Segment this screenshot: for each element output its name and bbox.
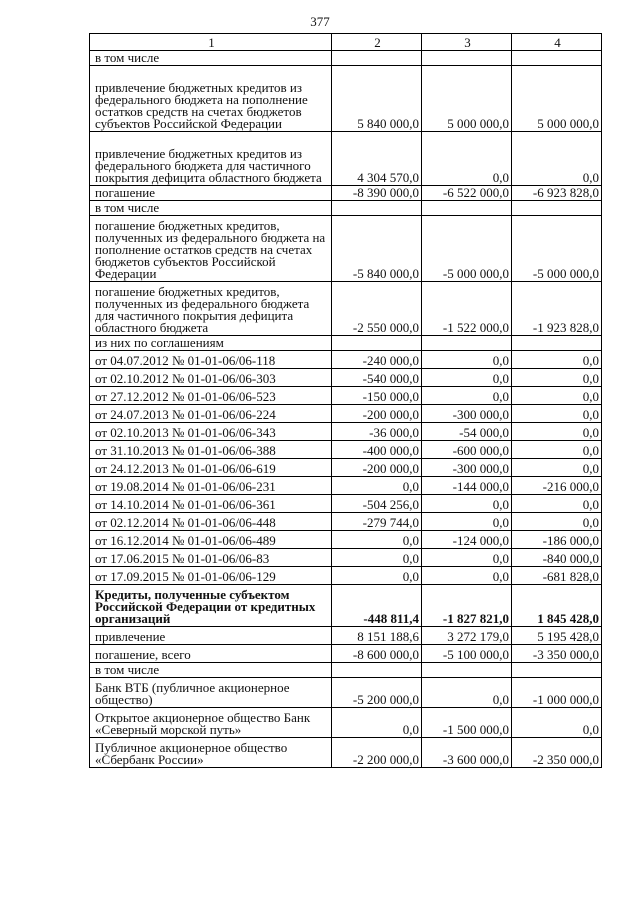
row-label: от 31.10.2013 № 01-01-06/06-388 [90, 441, 332, 459]
row-label: от 02.10.2013 № 01-01-06/06-343 [90, 423, 332, 441]
row-label: от 19.08.2014 № 01-01-06/06-231 [90, 477, 332, 495]
row-label: погашение бюджетных кредитов, полученных из федерального бюджета на пополнение остатков средств на счетах бюджетов субъектов Российской Федерации [90, 216, 332, 282]
header-col-4: 4 [512, 34, 602, 51]
row-value-col-2: -5 200 000,0 [332, 678, 422, 708]
row-label: от 27.12.2012 № 01-01-06/06-523 [90, 387, 332, 405]
row-value-col-4: 1 845 428,0 [512, 585, 602, 627]
row-label: привлечение [90, 627, 332, 645]
table-row [90, 513, 602, 531]
row-value-col-3: 0,0 [422, 567, 512, 585]
row-value-col-2: 0,0 [332, 708, 422, 738]
row-value-col-3 [422, 663, 512, 678]
row-value-col-4: -681 828,0 [512, 567, 602, 585]
row-value-col-3: 0,0 [422, 369, 512, 387]
row-value-col-4: -216 000,0 [512, 477, 602, 495]
row-value-col-2: -200 000,0 [332, 405, 422, 423]
row-value-col-3: -300 000,0 [422, 405, 512, 423]
table-row [90, 369, 602, 387]
row-value-col-2: -36 000,0 [332, 423, 422, 441]
row-label: погашение бюджетных кредитов, полученных из федерального бюджета для частичного покрытия дефицита областного бюджета [90, 282, 332, 336]
table-row [90, 645, 602, 663]
row-label: от 04.07.2012 № 01-01-06/06-118 [90, 351, 332, 369]
row-value-col-2: -2 200 000,0 [332, 738, 422, 768]
row-value-col-3: -5 100 000,0 [422, 645, 512, 663]
table-row [90, 336, 602, 351]
row-value-col-4: -5 000 000,0 [512, 216, 602, 282]
row-value-col-4: 0,0 [512, 441, 602, 459]
row-value-col-3: 0,0 [422, 678, 512, 708]
header-col-1: 1 [90, 34, 332, 51]
row-value-col-3: -144 000,0 [422, 477, 512, 495]
row-value-col-4: 5 195 428,0 [512, 627, 602, 645]
row-label: Открытое акционерное общество Банк «Северный морской путь» [90, 708, 332, 738]
row-value-col-2: -400 000,0 [332, 441, 422, 459]
table-row [90, 282, 602, 336]
table-row [90, 423, 602, 441]
row-value-col-4: 0,0 [512, 132, 602, 186]
row-value-col-4: 0,0 [512, 708, 602, 738]
table-row [90, 441, 602, 459]
row-value-col-3: 0,0 [422, 351, 512, 369]
row-value-col-2 [332, 51, 422, 66]
row-value-col-4: -840 000,0 [512, 549, 602, 567]
row-label: погашение, всего [90, 645, 332, 663]
row-value-col-2: -504 256,0 [332, 495, 422, 513]
row-value-col-2: 0,0 [332, 477, 422, 495]
row-value-col-4: -3 350 000,0 [512, 645, 602, 663]
row-value-col-4: -186 000,0 [512, 531, 602, 549]
table-row [90, 738, 602, 768]
row-value-col-3: -1 522 000,0 [422, 282, 512, 336]
row-label: Банк ВТБ (публичное акционерное общество) [90, 678, 332, 708]
table-row [90, 678, 602, 708]
table-row [90, 567, 602, 585]
row-label: Кредиты, полученные субъектом Российской Федерации от кредитных организаций [90, 585, 332, 627]
row-value-col-3 [422, 51, 512, 66]
row-value-col-4 [512, 51, 602, 66]
row-label: в том числе [90, 201, 332, 216]
row-label: от 24.12.2013 № 01-01-06/06-619 [90, 459, 332, 477]
row-value-col-4 [512, 663, 602, 678]
row-value-col-2: -240 000,0 [332, 351, 422, 369]
row-value-col-3 [422, 336, 512, 351]
table-row [90, 405, 602, 423]
table-row [90, 66, 602, 132]
row-label: от 17.09.2015 № 01-01-06/06-129 [90, 567, 332, 585]
row-value-col-2: -5 840 000,0 [332, 216, 422, 282]
row-value-col-2: 0,0 [332, 549, 422, 567]
row-value-col-3: -1 500 000,0 [422, 708, 512, 738]
table-row [90, 627, 602, 645]
budget-table [89, 33, 602, 768]
table-row [90, 477, 602, 495]
row-label: от 24.07.2013 № 01-01-06/06-224 [90, 405, 332, 423]
row-value-col-2: -8 390 000,0 [332, 186, 422, 201]
row-value-col-3: -54 000,0 [422, 423, 512, 441]
row-value-col-3: 5 000 000,0 [422, 66, 512, 132]
row-value-col-4 [512, 336, 602, 351]
table-row [90, 459, 602, 477]
row-value-col-3: 0,0 [422, 495, 512, 513]
row-label: в том числе [90, 51, 332, 66]
row-value-col-4: -2 350 000,0 [512, 738, 602, 768]
row-value-col-4: 0,0 [512, 459, 602, 477]
row-value-col-4: -1 923 828,0 [512, 282, 602, 336]
row-value-col-2: -2 550 000,0 [332, 282, 422, 336]
row-label: от 02.10.2012 № 01-01-06/06-303 [90, 369, 332, 387]
table-row [90, 663, 602, 678]
table-row [90, 495, 602, 513]
row-value-col-3: 3 272 179,0 [422, 627, 512, 645]
table-row [90, 351, 602, 369]
row-value-col-2: -200 000,0 [332, 459, 422, 477]
table-row [90, 531, 602, 549]
row-value-col-2 [332, 201, 422, 216]
row-value-col-2: 0,0 [332, 531, 422, 549]
row-value-col-4: 0,0 [512, 513, 602, 531]
row-value-col-3: -124 000,0 [422, 531, 512, 549]
header-col-2: 2 [332, 34, 422, 51]
row-value-col-2: -150 000,0 [332, 387, 422, 405]
row-value-col-2 [332, 663, 422, 678]
row-value-col-4: 0,0 [512, 387, 602, 405]
table-row [90, 549, 602, 567]
row-label: от 14.10.2014 № 01-01-06/06-361 [90, 495, 332, 513]
row-value-col-3: -600 000,0 [422, 441, 512, 459]
row-label: Публичное акционерное общество «Сбербанк России» [90, 738, 332, 768]
row-label: из них по соглашениям [90, 336, 332, 351]
row-value-col-2: 0,0 [332, 567, 422, 585]
row-value-col-3: 0,0 [422, 513, 512, 531]
row-label: в том числе [90, 663, 332, 678]
row-value-col-2: 4 304 570,0 [332, 132, 422, 186]
row-label: от 17.06.2015 № 01-01-06/06-83 [90, 549, 332, 567]
row-value-col-4: 0,0 [512, 495, 602, 513]
row-value-col-3: -1 827 821,0 [422, 585, 512, 627]
row-value-col-2: -8 600 000,0 [332, 645, 422, 663]
row-value-col-3: 0,0 [422, 549, 512, 567]
row-value-col-3: -5 000 000,0 [422, 216, 512, 282]
row-value-col-4 [512, 201, 602, 216]
row-value-col-4: 5 000 000,0 [512, 66, 602, 132]
page-number: 377 [310, 14, 330, 29]
row-value-col-3: 0,0 [422, 132, 512, 186]
row-label: от 16.12.2014 № 01-01-06/06-489 [90, 531, 332, 549]
row-value-col-4: 0,0 [512, 423, 602, 441]
row-value-col-2: -279 744,0 [332, 513, 422, 531]
header-row [90, 34, 602, 51]
row-label: от 02.12.2014 № 01-01-06/06-448 [90, 513, 332, 531]
header-col-3: 3 [422, 34, 512, 51]
table-row [90, 708, 602, 738]
row-value-col-2: -540 000,0 [332, 369, 422, 387]
row-label: погашение [90, 186, 332, 201]
table-row [90, 387, 602, 405]
row-value-col-4: -6 923 828,0 [512, 186, 602, 201]
row-value-col-4: 0,0 [512, 351, 602, 369]
row-value-col-3: -300 000,0 [422, 459, 512, 477]
row-label: привлечение бюджетных кредитов из федерального бюджета для частичного покрытия дефицита областного бюджета [90, 132, 332, 186]
row-value-col-4: 0,0 [512, 369, 602, 387]
row-value-col-3: 0,0 [422, 387, 512, 405]
table-row [90, 186, 602, 201]
table-row [90, 585, 602, 627]
table-row [90, 132, 602, 186]
row-value-col-2: 8 151 188,6 [332, 627, 422, 645]
table-body [90, 51, 602, 768]
row-value-col-3 [422, 201, 512, 216]
table-row [90, 201, 602, 216]
row-label: привлечение бюджетных кредитов из федерального бюджета на пополнение остатков средств на счетах бюджетов субъектов Российской Федерации [90, 66, 332, 132]
row-value-col-4: -1 000 000,0 [512, 678, 602, 708]
table-row [90, 216, 602, 282]
row-value-col-3: -6 522 000,0 [422, 186, 512, 201]
row-value-col-3: -3 600 000,0 [422, 738, 512, 768]
row-value-col-4: 0,0 [512, 405, 602, 423]
row-value-col-2: -448 811,4 [332, 585, 422, 627]
row-value-col-2 [332, 336, 422, 351]
row-value-col-2: 5 840 000,0 [332, 66, 422, 132]
table-row [90, 51, 602, 66]
